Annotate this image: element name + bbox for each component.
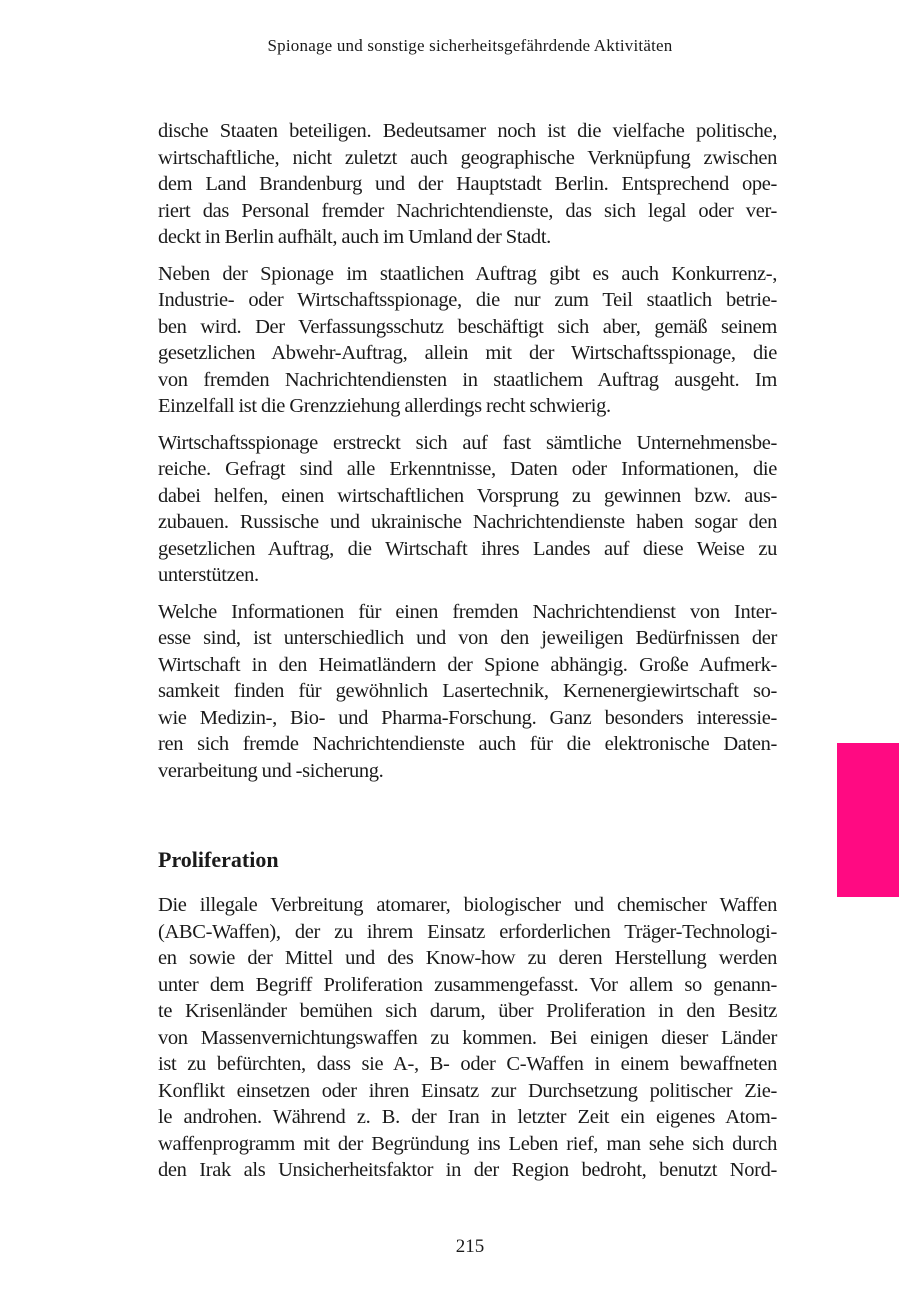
proliferation-paragraph [158, 892, 777, 1184]
text-line: dabei helfen, einen wirtschaftlichen Vorsprung zu gewinnen bzw. aus- [158, 484, 777, 507]
text-line: unter dem Begriff Proliferation zusammengefasst. Vor allem so genann- [158, 973, 777, 996]
section-heading: Proliferation [158, 847, 279, 872]
text-line: Einzelfall ist die Grenzziehung allerdings recht schwierig. [158, 395, 611, 417]
text-line: riert das Personal fremder Nachrichtendienste, das sich legal oder ver- [158, 199, 777, 222]
running-head: Spionage und sonstige sicherheitsgefährdende Aktivitäten [267, 36, 673, 55]
text-line: Neben der Spionage im staatlichen Auftrag gibt es auch Konkurrenz-, [158, 262, 777, 285]
text-line: verarbeitung und -sicherung. [158, 759, 384, 782]
text-line: dem Land Brandenburg und der Hauptstadt Berlin. Entsprechend ope- [158, 173, 777, 195]
text-line: den Irak als Unsicherheitsfaktor in der Region bedroht, benutzt Nord- [158, 1159, 777, 1181]
text-line: gesetzlichen Abwehr-Auftrag, allein mit der Wirtschaftsspionage, die [158, 342, 777, 364]
paragraph-1 [158, 118, 777, 251]
text-line: Wirtschaft in den Heimatländern der Spione abhängig. Große Aufmerk- [158, 653, 777, 676]
chapter-tab-marker [837, 743, 899, 897]
text-line: unterstützen. [158, 564, 259, 586]
paragraph-3 [158, 430, 777, 589]
text-line: waffenprogramm mit der Begründung ins Leben rief, man sehe sich durch [158, 1132, 777, 1155]
page-number: 215 [455, 1236, 485, 1257]
text-line: Konflikt einsetzen oder ihren Einsatz zur Durchsetzung politischer Zie- [158, 1079, 777, 1102]
paragraph-4 [158, 599, 777, 785]
text-line: en sowie der Mittel und des Know-how zu deren Herstellung werden [158, 947, 777, 969]
text-line: wie Medizin-, Bio- und Pharma-Forschung. Ganz besonders interessie- [158, 706, 777, 729]
text-line: te Krisenländer bemühen sich darum, über Proliferation in den Besitz [158, 1000, 777, 1022]
text-line: (ABC-Waffen), der zu ihrem Einsatz erforderlichen Träger-Technologi- [158, 920, 777, 943]
text-line: Industrie- oder Wirtschaftsspionage, die nur zum Teil staatlich betrie- [158, 289, 777, 311]
text-line: Welche Informationen für einen fremden Nachrichtendienst von Inter- [158, 600, 777, 623]
text-line: esse sind, ist unterschiedlich und von den jeweiligen Bedürfnissen der [158, 627, 777, 649]
text-line: zubauen. Russische und ukrainische Nachrichtendienste haben sogar den [158, 511, 777, 533]
text-line: ben wird. Der Verfassungsschutz beschäftigt sich aber, gemäß seinem [158, 315, 777, 338]
text-line: le androhen. Während z. B. der Iran in letzter Zeit ein eigenes Atom- [158, 1106, 777, 1128]
text-line: gesetzlichen Auftrag, die Wirtschaft ihres Landes auf diese Weise zu [158, 537, 777, 560]
text-line: reiche. Gefragt sind alle Erkenntnisse, Daten oder Informationen, die [158, 458, 777, 480]
text-line: Die illegale Verbreitung atomarer, biologischer und chemischer Waffen [158, 894, 777, 916]
text-line: deckt in Berlin aufhält, auch im Umland der Stadt. [158, 226, 551, 248]
text-line: von fremden Nachrichtendiensten in staatlichem Auftrag ausgeht. Im [158, 368, 777, 391]
text-line: samkeit finden für gewöhnlich Lasertechnik, Kernenergiewirtschaft so- [158, 680, 777, 702]
page-body [158, 118, 777, 1194]
text-line: dische Staaten beteiligen. Bedeutsamer noch ist die vielfache politische, [158, 120, 777, 142]
paragraph-2 [158, 261, 777, 420]
text-line: ist zu befürchten, dass sie A-, B- oder C-Waffen in einem bewaffneten [158, 1053, 777, 1075]
text-line: Wirtschaftsspionage erstreckt sich auf fast sämtliche Unternehmensbe- [158, 431, 777, 454]
text-line: ren sich fremde Nachrichtendienste auch für die elektronische Daten- [158, 733, 777, 755]
text-line: wirtschaftliche, nicht zuletzt auch geographische Verknüpfung zwischen [158, 146, 777, 169]
text-line: von Massenvernichtungswaffen zu kommen. Bei einigen dieser Länder [158, 1026, 777, 1049]
